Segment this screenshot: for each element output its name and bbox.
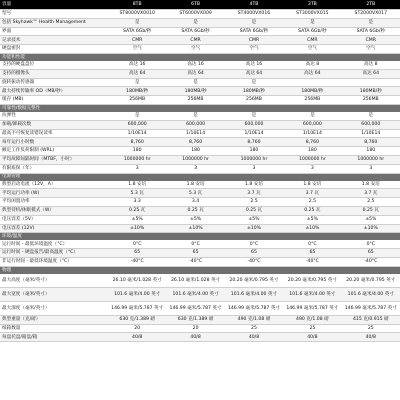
spec-row xyxy=(0,189,400,198)
spec-value: 空气 xyxy=(225,45,283,54)
spec-value: ±10% xyxy=(166,224,224,233)
spec-value: 1.8 安培 xyxy=(225,181,283,189)
spec-label: 加载/卸载次数 xyxy=(0,120,108,129)
spec-value: 8,760 xyxy=(225,138,283,147)
spec-value: 490 克/1.08 磅 xyxy=(283,315,341,324)
spec-value: 高达 8 xyxy=(283,61,341,69)
spec-value: 256MB xyxy=(108,96,166,105)
spec-value: 3 xyxy=(108,164,166,173)
spec-row xyxy=(0,129,400,138)
spec-value: 2.5 xyxy=(225,198,283,207)
spec-value: 256MB xyxy=(225,96,283,105)
spec-value: 空气 xyxy=(166,45,224,54)
spec-value: ±10% xyxy=(342,224,400,233)
spec-value: 40/8 xyxy=(283,333,341,342)
spec-value: 1.8 安培 xyxy=(108,181,166,189)
spec-value: 1000000 hr xyxy=(166,155,224,164)
spec-value: 1000000 hr xyxy=(108,155,166,164)
spec-value: 101.6 毫米/4.00 英寸 xyxy=(166,287,224,301)
spec-value: 40/8 xyxy=(166,333,224,342)
spec-label: 平均故障间隔时间（MTBF，小时） xyxy=(0,155,108,164)
spec-value: CMR xyxy=(166,36,224,45)
spec-value: CMR xyxy=(283,36,341,45)
spec-value: 146.99 毫米/5.787 英寸 xyxy=(166,301,224,315)
header-row xyxy=(0,0,400,10)
section-header xyxy=(0,104,400,112)
spec-label: 最高不可恢复读错误读率 xyxy=(0,129,108,138)
spec-value: 600,000 xyxy=(166,120,224,129)
spec-value: CMR xyxy=(108,36,166,45)
spec-value: 25 xyxy=(225,324,283,333)
spec-value: 1.8 安培 xyxy=(166,181,224,189)
spec-value: 是 xyxy=(225,78,283,87)
spec-value: 空气 xyxy=(108,45,166,54)
spec-value: 高达 16 xyxy=(166,61,224,69)
spec-value: 1/10E14 xyxy=(342,129,400,138)
spec-row xyxy=(0,18,400,27)
spec-value: 3.7 瓦 xyxy=(342,189,400,198)
spec-value: 146.99 毫米/5.787 英寸 xyxy=(283,301,341,315)
spec-row xyxy=(0,215,400,224)
spec-label: 每盘托盘/箱盘/箱 xyxy=(0,333,108,342)
spec-value: 0.25 瓦 xyxy=(225,206,283,215)
spec-value: 65 xyxy=(108,249,166,258)
spec-value: 65 xyxy=(166,249,224,258)
spec-value: 101.6 毫米/4.00 英寸 xyxy=(342,287,400,301)
spec-value: 256MB xyxy=(283,96,341,105)
spec-value: 180 xyxy=(166,147,224,156)
spec-row xyxy=(0,206,400,215)
spec-value: 0.25 瓦 xyxy=(283,206,341,215)
spec-row xyxy=(0,301,400,315)
spec-value: 3 xyxy=(342,164,400,173)
spec-value: 0°C xyxy=(283,240,341,248)
spec-value: 3.4 xyxy=(166,198,224,207)
spec-value: 1/10E14 xyxy=(166,129,224,138)
spec-row xyxy=(0,181,400,189)
spec-value: SATA 6Gb/秒 xyxy=(225,27,283,36)
spec-value: 1000000 hr xyxy=(283,155,341,164)
spec-label: 旋转振动传感器 xyxy=(0,78,108,87)
spec-value: -40°C xyxy=(283,257,341,266)
spec-label: 每年运行小时数 xyxy=(0,138,108,147)
spec-row xyxy=(0,87,400,96)
spec-value: 65 xyxy=(225,249,283,258)
spec-value: 3 xyxy=(166,164,224,173)
spec-row xyxy=(0,324,400,333)
spec-label: 硬盘密封 xyxy=(0,45,108,54)
spec-value: 40/8 xyxy=(225,333,283,342)
spec-label: 平均运行功率 (W) xyxy=(0,189,108,198)
spec-row xyxy=(0,164,400,173)
spec-value: 空气 xyxy=(283,45,341,54)
spec-value: 40/8 xyxy=(342,333,400,342)
spec-row xyxy=(0,224,400,233)
spec-value: 8,760 xyxy=(342,138,400,147)
spec-value: 180MB/秒 xyxy=(225,87,283,96)
spec-label: 典型启动电流（12V，A） xyxy=(0,181,108,189)
spec-value: 0.25 瓦 xyxy=(342,206,400,215)
spec-value: 是 xyxy=(283,112,341,120)
spec-value: 25 xyxy=(342,324,400,333)
spec-value: 高达 64 xyxy=(283,69,341,78)
spec-value: 3.7 瓦 xyxy=(283,189,341,198)
spec-label: 电压容差（5V） xyxy=(0,215,108,224)
header-capacity: 6TB xyxy=(166,0,224,10)
spec-value: 0.25 瓦 xyxy=(108,206,166,215)
spec-value: 180 xyxy=(108,147,166,156)
spec-value: 630 克/1.389 磅 xyxy=(166,315,224,324)
spec-row xyxy=(0,45,400,54)
spec-value: -40°C xyxy=(225,257,283,266)
spec-value: 8,760 xyxy=(108,138,166,147)
spec-value: SATA 6Gb/秒 xyxy=(166,27,224,36)
spec-value: 0°C xyxy=(225,240,283,248)
spec-label: 典型待机/休眠模式（W） xyxy=(0,206,108,215)
spec-row xyxy=(0,112,400,120)
spec-value: -40°C xyxy=(108,257,166,266)
spec-value: 是 xyxy=(283,18,341,27)
spec-value: 空气 xyxy=(342,45,400,54)
spec-label: 最大宽度（毫米/英寸） xyxy=(0,287,108,301)
spec-value: 26.10 毫米/1.028 英寸 xyxy=(166,274,224,288)
spec-row xyxy=(0,257,400,266)
spec-value: 8,760 xyxy=(283,138,341,147)
spec-value: 高达 64 xyxy=(225,69,283,78)
spec-value: ST6000VX009 xyxy=(166,10,224,19)
spec-row xyxy=(0,198,400,207)
spec-row xyxy=(0,315,400,324)
spec-value: ±10% xyxy=(108,224,166,233)
spec-label: 运行时间 - 最低环境温度（°C） xyxy=(0,240,108,248)
spec-value: 3 xyxy=(225,164,283,173)
section-title: 功能和性能 xyxy=(0,53,400,61)
spec-value: SATA 6Gb/秒 xyxy=(283,27,341,36)
spec-value: 146.99 毫米/5.787 英寸 xyxy=(108,301,166,315)
spec-value: 101.6 毫米/4.00 英寸 xyxy=(108,287,166,301)
spec-value: 1.8 安培 xyxy=(283,181,341,189)
spec-row xyxy=(0,120,400,129)
spec-value: 600,000 xyxy=(108,120,166,129)
spec-row xyxy=(0,78,400,87)
spec-value: 256MB xyxy=(166,96,224,105)
header-capacity: 2TB xyxy=(342,0,400,10)
spec-value: 180MB/秒 xyxy=(342,87,400,96)
spec-value: 180MB/秒 xyxy=(283,87,341,96)
spec-row xyxy=(0,96,400,105)
spec-value: 3.3 xyxy=(108,198,166,207)
spec-value: ST3000VX015 xyxy=(283,10,341,19)
spec-value: 是 xyxy=(166,78,224,87)
spec-value: 是 xyxy=(166,112,224,120)
header-capacity: 8TB xyxy=(108,0,166,10)
spec-value: 是 xyxy=(108,78,166,87)
section-title: 环境/温度 xyxy=(0,233,400,241)
spec-value: 是 xyxy=(225,112,283,120)
spec-row xyxy=(0,61,400,69)
spec-value: ST4000VX016 xyxy=(225,10,283,19)
section-header xyxy=(0,53,400,61)
spec-label: 平均闲置功率 xyxy=(0,198,108,207)
section-header xyxy=(0,266,400,274)
spec-value: ±5% xyxy=(108,215,166,224)
section-title: 电源管理 xyxy=(0,173,400,181)
spec-row xyxy=(0,240,400,248)
spec-value: 180MB/秒 xyxy=(166,87,224,96)
spec-value: 是 xyxy=(342,18,400,27)
spec-label: 支持的摄像头 xyxy=(0,69,108,78)
spec-value: 是 xyxy=(108,18,166,27)
spec-value: 101.6 毫米/4.00 英寸 xyxy=(225,287,283,301)
section-header xyxy=(0,173,400,181)
spec-value: 40/8 xyxy=(108,333,166,342)
spec-value: 5.3 瓦 xyxy=(108,189,166,198)
section-header xyxy=(0,233,400,241)
spec-value: 1/10E14 xyxy=(108,129,166,138)
spec-row xyxy=(0,27,400,36)
spec-value: 25 xyxy=(283,324,341,333)
spec-value: 是 xyxy=(166,18,224,27)
spec-label: 界面 xyxy=(0,27,108,36)
spec-row xyxy=(0,36,400,45)
spec-value: 180 xyxy=(342,147,400,156)
spec-value: 415 克/0.915 磅 xyxy=(342,315,400,324)
spec-value: 180 xyxy=(225,147,283,156)
spec-value: 146.99 毫米/5.787 英寸 xyxy=(342,301,400,315)
spec-row xyxy=(0,155,400,164)
spec-value: 0°C xyxy=(342,240,400,248)
spec-value: 高达 8 xyxy=(342,61,400,69)
spec-label: 典型重量（克/磅） xyxy=(0,315,108,324)
spec-value: ST8000VX0010 xyxy=(108,10,166,19)
spec-label: 缓存 (MB) xyxy=(0,96,108,105)
spec-value: 600,000 xyxy=(225,120,283,129)
spec-value: 65 xyxy=(342,249,400,258)
spec-value: 20 xyxy=(108,324,166,333)
spec-value: -40°C xyxy=(166,257,224,266)
spec-value: 20.20 毫米/0.795 英寸 xyxy=(283,274,341,288)
spec-value: 1.8 安培 xyxy=(342,181,400,189)
spec-value: 8,760 xyxy=(166,138,224,147)
spec-value: 是 xyxy=(225,18,283,27)
spec-label: 最大持续传输率 OD（MB/秒） xyxy=(0,87,108,96)
spec-row xyxy=(0,274,400,288)
spec-value: 高达 64 xyxy=(108,69,166,78)
spec-value: 3.7 瓦 xyxy=(225,189,283,198)
spec-value: 1/10E14 xyxy=(225,129,283,138)
spec-value: 高达 64 xyxy=(166,69,224,78)
spec-value: ±5% xyxy=(283,215,341,224)
spec-value: CMR xyxy=(225,36,283,45)
spec-value: 20.20 毫米/0.795 英寸 xyxy=(225,274,283,288)
spec-value: 是 xyxy=(342,112,400,120)
spec-row xyxy=(0,333,400,342)
spec-label: 支持的硬盘盘位 xyxy=(0,61,108,69)
spec-value: ±5% xyxy=(225,215,283,224)
spec-label: 抗弹性 xyxy=(0,112,108,120)
spec-value: 180MB/秒 xyxy=(108,87,166,96)
header-capacity: 3TB xyxy=(283,0,341,10)
section-title: 可靠性/数据完整性 xyxy=(0,104,400,112)
spec-value: 高达 16 xyxy=(108,61,166,69)
spec-value: 0°C xyxy=(108,240,166,248)
spec-value: 20.20 毫米/0.795 英寸 xyxy=(342,274,400,288)
spec-value: 256MB xyxy=(342,96,400,105)
spec-label: 有限质保（年） xyxy=(0,164,108,173)
spec-value: 65 xyxy=(283,249,341,258)
spec-value: 1000000 hr xyxy=(225,155,283,164)
spec-value: 5.3 瓦 xyxy=(166,189,224,198)
spec-value: 180 xyxy=(283,147,341,156)
spec-value: 101.6 毫米/4.00 英寸 xyxy=(283,287,341,301)
spec-label: 最大高度（毫米/英寸） xyxy=(0,274,108,288)
spec-row xyxy=(0,69,400,78)
spec-value: 1000000 hr xyxy=(342,155,400,164)
spec-value: -40°C xyxy=(342,257,400,266)
spec-value: 0°C xyxy=(166,240,224,248)
header-capacity-label: 容量 xyxy=(0,0,108,10)
spec-value: 是 xyxy=(108,112,166,120)
spec-label: 运行时间 - 硬盘报告/最高温度（°C） xyxy=(0,249,108,258)
spec-label: 记录技术 xyxy=(0,36,108,45)
spec-label: 非运行时间 - 最低环境温度（°C） xyxy=(0,257,108,266)
spec-label: 电压容差 (12V) xyxy=(0,224,108,233)
spec-value: 1/10E14 xyxy=(283,129,341,138)
spec-value: 20 xyxy=(166,324,224,333)
spec-value: 630 克/1.389 磅 xyxy=(108,315,166,324)
spec-label: 额定工作负荷限制 (WRL) xyxy=(0,147,108,156)
spec-row xyxy=(0,147,400,156)
spec-value: 0.25 瓦 xyxy=(166,206,224,215)
spec-label: 最大深度（毫米/英寸） xyxy=(0,301,108,315)
spec-value xyxy=(342,78,400,87)
spec-value: 2.5 xyxy=(283,198,341,207)
spec-value: ±10% xyxy=(283,224,341,233)
spec-row xyxy=(0,249,400,258)
spec-value: 2.5 xyxy=(342,198,400,207)
spec-value: CMR xyxy=(342,36,400,45)
spec-value: SATA 6Gb/秒 xyxy=(342,27,400,36)
header-capacity: 4TB xyxy=(225,0,283,10)
spec-label: 型号 xyxy=(0,10,108,19)
spec-label: 包括 Skyhawk™ Health Management xyxy=(0,18,108,27)
spec-value: 高达 16 xyxy=(225,61,283,69)
spec-value: 3 xyxy=(283,164,341,173)
spec-value: 26.10 毫米/1.028 英寸 xyxy=(108,274,166,288)
spec-row xyxy=(0,138,400,147)
spec-value xyxy=(283,78,341,87)
spec-value: ±10% xyxy=(225,224,283,233)
spec-value: ST2000VX017 xyxy=(342,10,400,19)
spec-value: 146.99 毫米/5.787 英寸 xyxy=(225,301,283,315)
spec-row xyxy=(0,10,400,19)
spec-value: 高达 64 xyxy=(342,69,400,78)
spec-label: 纸箱数量 xyxy=(0,324,108,333)
section-title: 物理 xyxy=(0,266,400,274)
spec-value: ±5% xyxy=(342,215,400,224)
spec-value: ±5% xyxy=(166,215,224,224)
spec-value: 490 克/1.08 磅 xyxy=(225,315,283,324)
spec-value: SATA 6Gb/秒 xyxy=(108,27,166,36)
spec-row xyxy=(0,287,400,301)
spec-value: 600,000 xyxy=(342,120,400,129)
spec-value: 600,000 xyxy=(283,120,341,129)
